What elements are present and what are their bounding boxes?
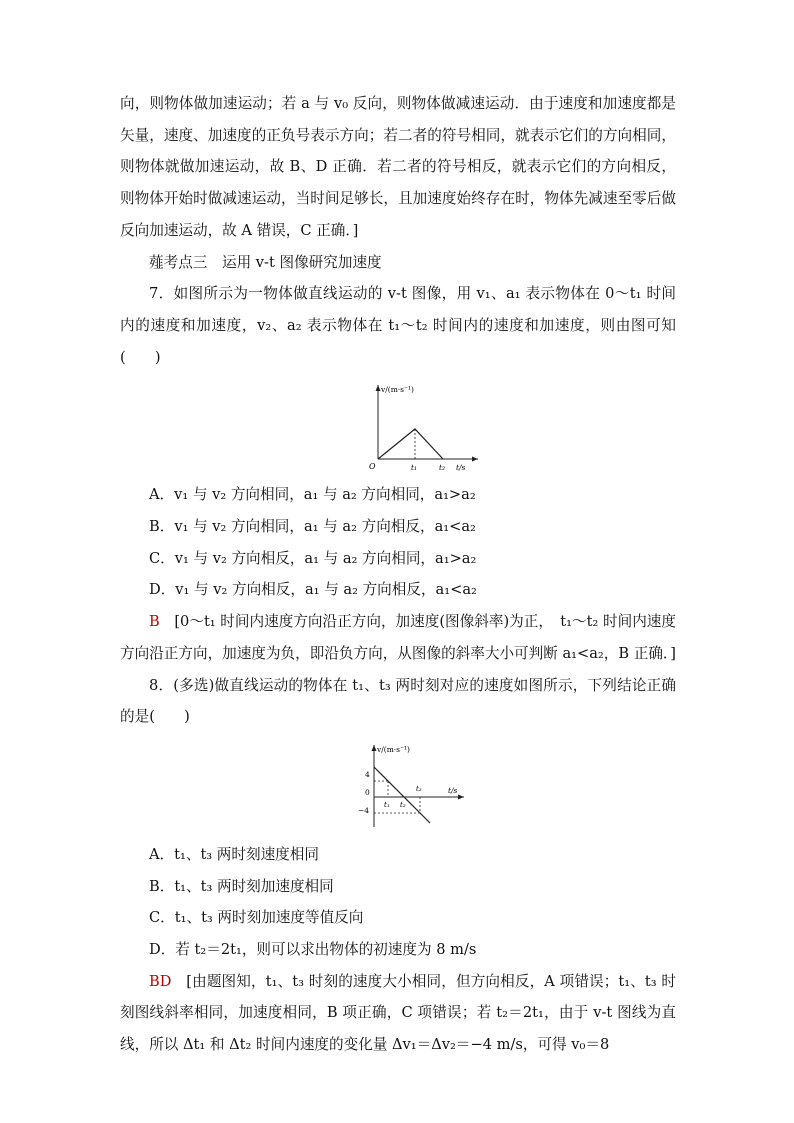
- vt-graph-line: [374, 767, 430, 823]
- x-axis-label: t/s: [456, 463, 466, 473]
- question-8-stem: 8．(多选)做直线运动的物体在 t₁、t₃ 两时刻对应的速度如图所示，下列结论正确的是( ): [120, 676, 676, 726]
- answer-letter: BD: [149, 972, 172, 990]
- vt-graph-line: [378, 429, 443, 459]
- y-tick-4: 4: [365, 769, 370, 779]
- question-8-answer: [120, 966, 676, 1061]
- t2-label: t₂: [439, 463, 446, 473]
- q8-option-c: C．t₁、t₃ 两时刻加速度等值反向: [149, 909, 364, 927]
- answer-letter: B: [149, 613, 160, 631]
- q8-option-d: D．若 t₂＝2t₁，则可以求出物体的初速度为 8 m/s: [149, 941, 477, 959]
- x-axis-label: t/s: [448, 785, 458, 795]
- q7-option-b: B．v₁ 与 v₂ 方向相同，a₁ 与 a₂ 方向相反，a₁<a₂: [149, 518, 476, 536]
- answer-explanation: [0～t₁ 时间内速度方向沿正方向，加速度(图像斜率)为正， t₁～t₂ 时间内速度方向沿正方向，加速度为负，即沿负方向，从图像的斜率大小可判断 a₁<a₂，B 正确．]: [120, 613, 676, 662]
- question-7-vt-graph: [366, 379, 486, 475]
- t1-label: t₁: [411, 463, 418, 473]
- q8-option-a: A．t₁、t₃ 两时刻速度相同: [149, 845, 319, 863]
- t1-label: t₁: [384, 800, 390, 809]
- q7-option-d: D．v₁ 与 v₂ 方向相反，a₁ 与 a₂ 方向相反，a₁<a₂: [149, 581, 477, 599]
- y-tick-minus-4: −4: [358, 805, 370, 815]
- answer-explanation: [由题图知，t₁、t₃ 时刻的速度大小相同，但方向相反，A 项错误；t₁、t₃ 时刻图线斜率相同，加速度相同，B 项正确，C 项错误；若 t₂＝2t₁，由于 v-t 图线为直线，所以 Δt₁ 和 Δt₂ 时间内速度的变化量 Δv₁＝Δv₂＝−4 m/s，可得 v₀＝8: [120, 972, 676, 1054]
- x-axis-arrow: [458, 794, 464, 799]
- q8-option-b: B．t₁、t₃ 两时刻加速度相同: [149, 877, 334, 895]
- y-axis-label: v/(m·s⁻¹): [377, 744, 410, 754]
- t2-label: t₂: [400, 800, 406, 809]
- y-axis-label: v/(m·s⁻¹): [381, 385, 414, 395]
- t3-label: t₃: [416, 784, 422, 793]
- question-7-answer: [120, 606, 676, 669]
- y-axis-arrow: [376, 385, 381, 391]
- y-axis-arrow: [372, 745, 377, 751]
- x-axis-arrow: [472, 457, 478, 462]
- question-7-stem: 7．如图所示为一物体做直线运动的 v-t 图像，用 v₁、a₁ 表示物体在 0～t₁ 时间内的速度和加速度，v₂、a₂ 表示物体在 t₁～t₂ 时间内的速度和加速度，则由图可知( ): [120, 285, 676, 366]
- question-8-vt-graph: [352, 739, 472, 835]
- paragraph-explanation: 向，则物体做加速运动；若 a 与 v₀ 反向，则物体做减速运动．由于速度和加速度都是矢量，速度、加速度的正负号表示方向；若二者的符号相同，就表示它们的方向相同，则物体就做加速运动，故 B、D 正确．若二者的符号相反，就表示它们的方向相反，则物体开始时做减速运动，当时间足够长，且加速度始终存在时，物体先减速至零后做反向加速运动，故 A 错误，C 正确．]: [120, 95, 676, 239]
- q7-option-a: A．v₁ 与 v₂ 方向相同，a₁ 与 a₂ 方向相同，a₁>a₂: [149, 486, 476, 504]
- y-tick-0: 0: [365, 787, 370, 797]
- document-page: [120, 88, 676, 1061]
- origin-label: O: [369, 462, 376, 472]
- q7-option-c: C．v₁ 与 v₂ 方向相反，a₁ 与 a₂ 方向相同，a₁>a₂: [149, 549, 477, 567]
- section-heading: 薤考点三 运用 v-t 图像研究加速度: [149, 253, 382, 271]
